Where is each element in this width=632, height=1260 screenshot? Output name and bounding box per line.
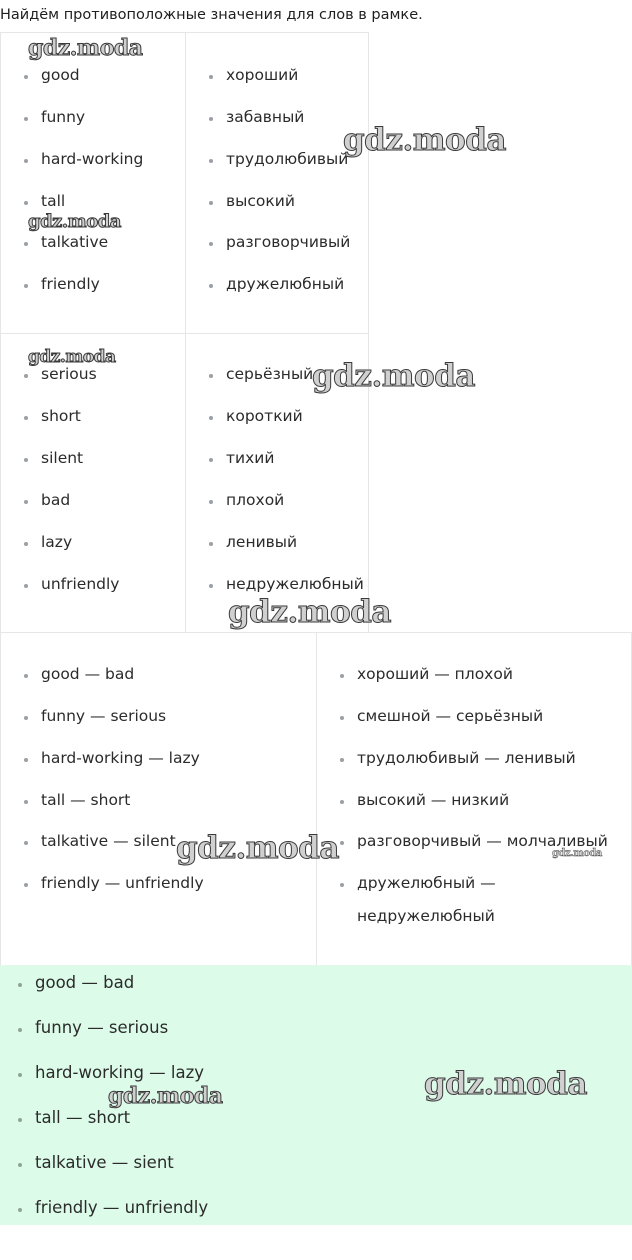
list-item: talkative — silent (41, 832, 176, 850)
list-item: hard-working — lazy (41, 749, 200, 767)
list-item: unfriendly (41, 575, 120, 593)
list-item: serious (41, 365, 97, 383)
table1-english-cell (0, 32, 186, 334)
list-item: funny (41, 108, 86, 126)
table1-russian-cell (185, 32, 369, 334)
list-item: разговорчивый (226, 233, 351, 251)
list-item: дружелюбный (226, 275, 345, 293)
list-item: funny — serious (41, 707, 167, 725)
list-item: тихий (226, 449, 275, 467)
list-item: hard-working — lazy (35, 1063, 205, 1082)
list-item: silent (41, 449, 84, 467)
list-item: недружелюбный (226, 575, 364, 593)
list-item: короткий (226, 407, 303, 425)
watermark: gdz.moda (176, 830, 339, 866)
list-item: забавный (226, 108, 305, 126)
list-item: good — bad (35, 973, 135, 992)
instruction-text: Найдём противоположные значения для слов в рамке. (0, 7, 423, 23)
list-item: ленивый (226, 533, 298, 551)
list-item: friendly (41, 275, 100, 293)
watermark: gdz.moda (108, 1083, 223, 1109)
watermark: gdz.moda (552, 848, 602, 859)
list-item: плохой (226, 491, 285, 509)
list-item: talkative (41, 233, 109, 251)
list-item: hard-working (41, 150, 144, 168)
watermark: gdz.moda (343, 122, 506, 158)
watermark: gdz.moda (424, 1066, 587, 1102)
list-item: трудолюбивый — ленивый (357, 749, 576, 767)
list-item: short (41, 407, 81, 425)
list-item: разговорчивый — молчаливый (357, 832, 608, 850)
list-item: lazy (41, 533, 73, 551)
watermark: gdz.moda (28, 35, 143, 61)
list-item: хороший (226, 66, 299, 84)
list-item: высокий — низкий (357, 791, 510, 809)
list-item: good — bad (41, 665, 135, 683)
table2-english-cell (0, 333, 186, 633)
answer-block (0, 965, 632, 1225)
list-item: высокий (226, 192, 295, 210)
pairs-english-cell (0, 632, 317, 966)
list-item: tall — short (35, 1108, 131, 1127)
list-item: трудолюбивый (226, 150, 349, 168)
list-item: good (41, 66, 80, 84)
table2-russian-cell (185, 333, 369, 633)
list-item: friendly — unfriendly (35, 1198, 209, 1217)
list-item: дружелюбный — (357, 874, 496, 892)
list-item: хороший — плохой (357, 665, 513, 683)
pairs-russian-cell (316, 632, 632, 966)
list-item: tall — short (41, 791, 131, 809)
list-item: bad (41, 491, 71, 509)
watermark: gdz.moda (228, 594, 391, 630)
list-item: серьёзный (226, 365, 314, 383)
watermark: gdz.moda (28, 347, 116, 367)
list-item: funny — serious (35, 1018, 169, 1037)
list-item: talkative — sient (35, 1153, 174, 1172)
list-item-continuation: недружелюбный (357, 907, 495, 925)
list-item: смешной — серьёзный (357, 707, 544, 725)
list-item: tall (41, 192, 66, 210)
list-item: friendly — unfriendly (41, 874, 204, 892)
watermark: gdz.moda (312, 358, 475, 394)
watermark: gdz.moda (28, 211, 121, 232)
